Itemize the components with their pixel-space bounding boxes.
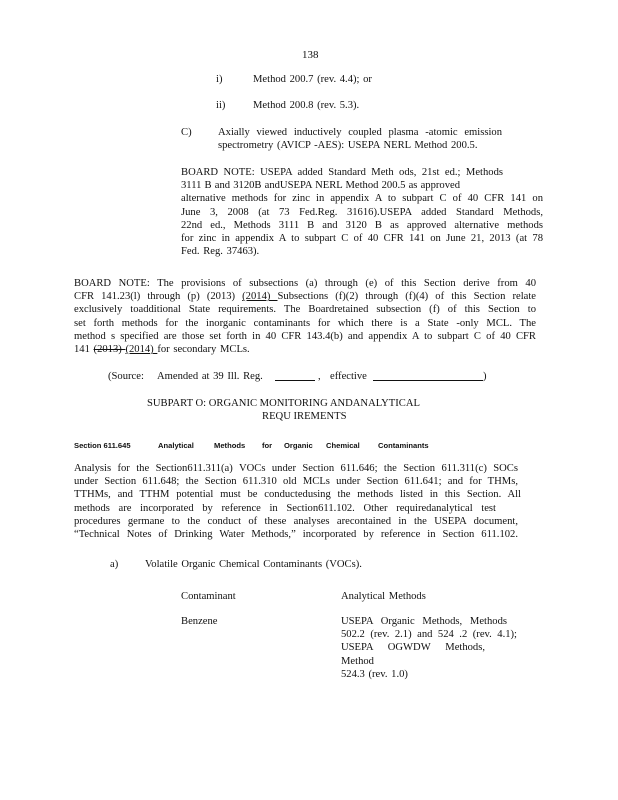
text-line: 3111 B and 3120B andUSEPA NERL Method 200.5 as approved bbox=[181, 180, 460, 192]
list-marker: ii) bbox=[216, 100, 226, 111]
section-title-word: Methods bbox=[214, 441, 246, 450]
list-item-text: Method 200.7 (rev. 4.4); or bbox=[253, 74, 372, 85]
effective-date-blank bbox=[373, 370, 483, 381]
source-label: (Source: bbox=[108, 371, 144, 382]
text-line: TTHMs, and TTHM potential must be conductedusing the methods listed in this Section. All bbox=[74, 489, 521, 501]
table-cell-methods bbox=[341, 615, 517, 681]
effective-label: effective bbox=[330, 371, 367, 382]
text-line: June 3, 2008 (at 73 Fed.Reg. 31616).USEPA added Standard Methods, bbox=[181, 206, 543, 218]
list-marker: i) bbox=[216, 74, 223, 85]
body-paragraph bbox=[74, 462, 521, 541]
source-text: Amended at 39 Ill. Reg. bbox=[157, 371, 263, 382]
text-line bbox=[74, 290, 536, 303]
section-number: Section 611.645 bbox=[74, 441, 131, 450]
text-line: Analysis for the Section611.311(a) VOCs under Section 611.646; the Section 611.311(c) SOCs bbox=[74, 463, 518, 474]
section-title-word: Organic bbox=[284, 441, 313, 450]
text-line: spectrometry (AVICP -AES): USEPA NERL Method 200.5. bbox=[218, 140, 478, 152]
comma: , bbox=[318, 371, 321, 382]
text-line: USEPA OGWDW Methods, Method bbox=[341, 642, 485, 667]
text-line: methods are incorporated by reference in Section611.102. Other requiredanalytical test bbox=[74, 502, 496, 514]
list-marker: C) bbox=[181, 127, 192, 138]
text-line: under Section 611.648; the Section 611.310 old MCLs under Section 611.641; and for THMs, bbox=[74, 476, 518, 488]
text-fragment: 141 bbox=[74, 344, 94, 356]
close-paren: ) bbox=[483, 371, 487, 382]
section-title-word: Analytical bbox=[158, 441, 194, 450]
subpart-heading-cont: REQU IREMENTS bbox=[262, 411, 347, 422]
text-line: BOARD NOTE: The provisions of subsections (a) through (e) of this Section derive from 40 bbox=[74, 278, 536, 289]
table-header-methods: Analytical Methods bbox=[341, 591, 426, 602]
text-line: BOARD NOTE: USEPA added Standard Meth ods, 21st ed.; Methods bbox=[181, 167, 503, 178]
section-title-word: Chemical bbox=[326, 441, 360, 450]
text-line: exclusively toadditional State requirements. The Boardretained subsection (f) of this Section to bbox=[74, 304, 536, 316]
text-line: USEPA Organic Methods, Methods bbox=[341, 616, 507, 627]
text-line: alternative methods for zinc in appendix A to subpart C of 40 CFR 141 on bbox=[181, 193, 543, 205]
text-line: method s specified are those set forth in 40 CFR 143.4(b) and appendix A to subpart C of 40 CFR bbox=[74, 330, 536, 342]
text-line: 502.2 (rev. 2.1) and 524 .2 (rev. 4.1); bbox=[341, 629, 517, 641]
text-fragment: for secondary MCLs. bbox=[157, 344, 250, 356]
page-number: 138 bbox=[302, 49, 319, 61]
text-line: Fed. Reg. 37463). bbox=[181, 246, 260, 258]
board-note-2 bbox=[74, 277, 536, 356]
subpart-heading: SUBPART O: ORGANIC MONITORING ANDANALYTICAL bbox=[147, 398, 420, 409]
table-cell-contaminant: Benzene bbox=[181, 616, 218, 627]
item-a-text: Volatile Organic Chemical Contaminants (VOCs). bbox=[145, 559, 362, 570]
item-c-text bbox=[218, 126, 502, 152]
text-line: Axially viewed inductively coupled plasma -atomic emission bbox=[218, 127, 502, 138]
text-line: 524.3 (rev. 1.0) bbox=[341, 668, 408, 680]
inserted-text: (2014) bbox=[242, 291, 278, 303]
text-line: set forth methods for the inorganic contaminants for which there is a State -only MCL. The bbox=[74, 317, 536, 329]
section-title-word: Contaminants bbox=[378, 441, 429, 450]
list-marker: a) bbox=[110, 559, 119, 570]
section-title-word: for bbox=[262, 441, 273, 450]
text-line: “Technical Notes of Drinking Water Methods,” incorporated by reference in Section 611.102. bbox=[74, 529, 518, 541]
text-fragment: Subsections (f)(2) through (f)(4) of this Section relate bbox=[277, 291, 536, 303]
text-line: procedures germane to the conduct of these analyses arecontained in the USEPA document, bbox=[74, 515, 518, 527]
text-line: for zinc in appendix A to subpart C of 40 CFR 141 on June 21, 2013 (at 78 bbox=[181, 233, 543, 245]
text-fragment: CFR 141.23(l) through (p) (2013) bbox=[74, 291, 243, 303]
table-header-contaminant: Contaminant bbox=[181, 591, 236, 602]
reg-page-blank bbox=[275, 370, 315, 381]
board-note-1 bbox=[181, 166, 543, 258]
list-item-text: Method 200.8 (rev. 5.3). bbox=[253, 100, 360, 111]
deleted-text: (2013) bbox=[93, 344, 126, 356]
text-line: 22nd ed., Methods 3111 B and 3120 B as approved alternative methods bbox=[181, 219, 543, 231]
text-line bbox=[74, 343, 536, 356]
inserted-text: (2014) bbox=[125, 344, 158, 356]
